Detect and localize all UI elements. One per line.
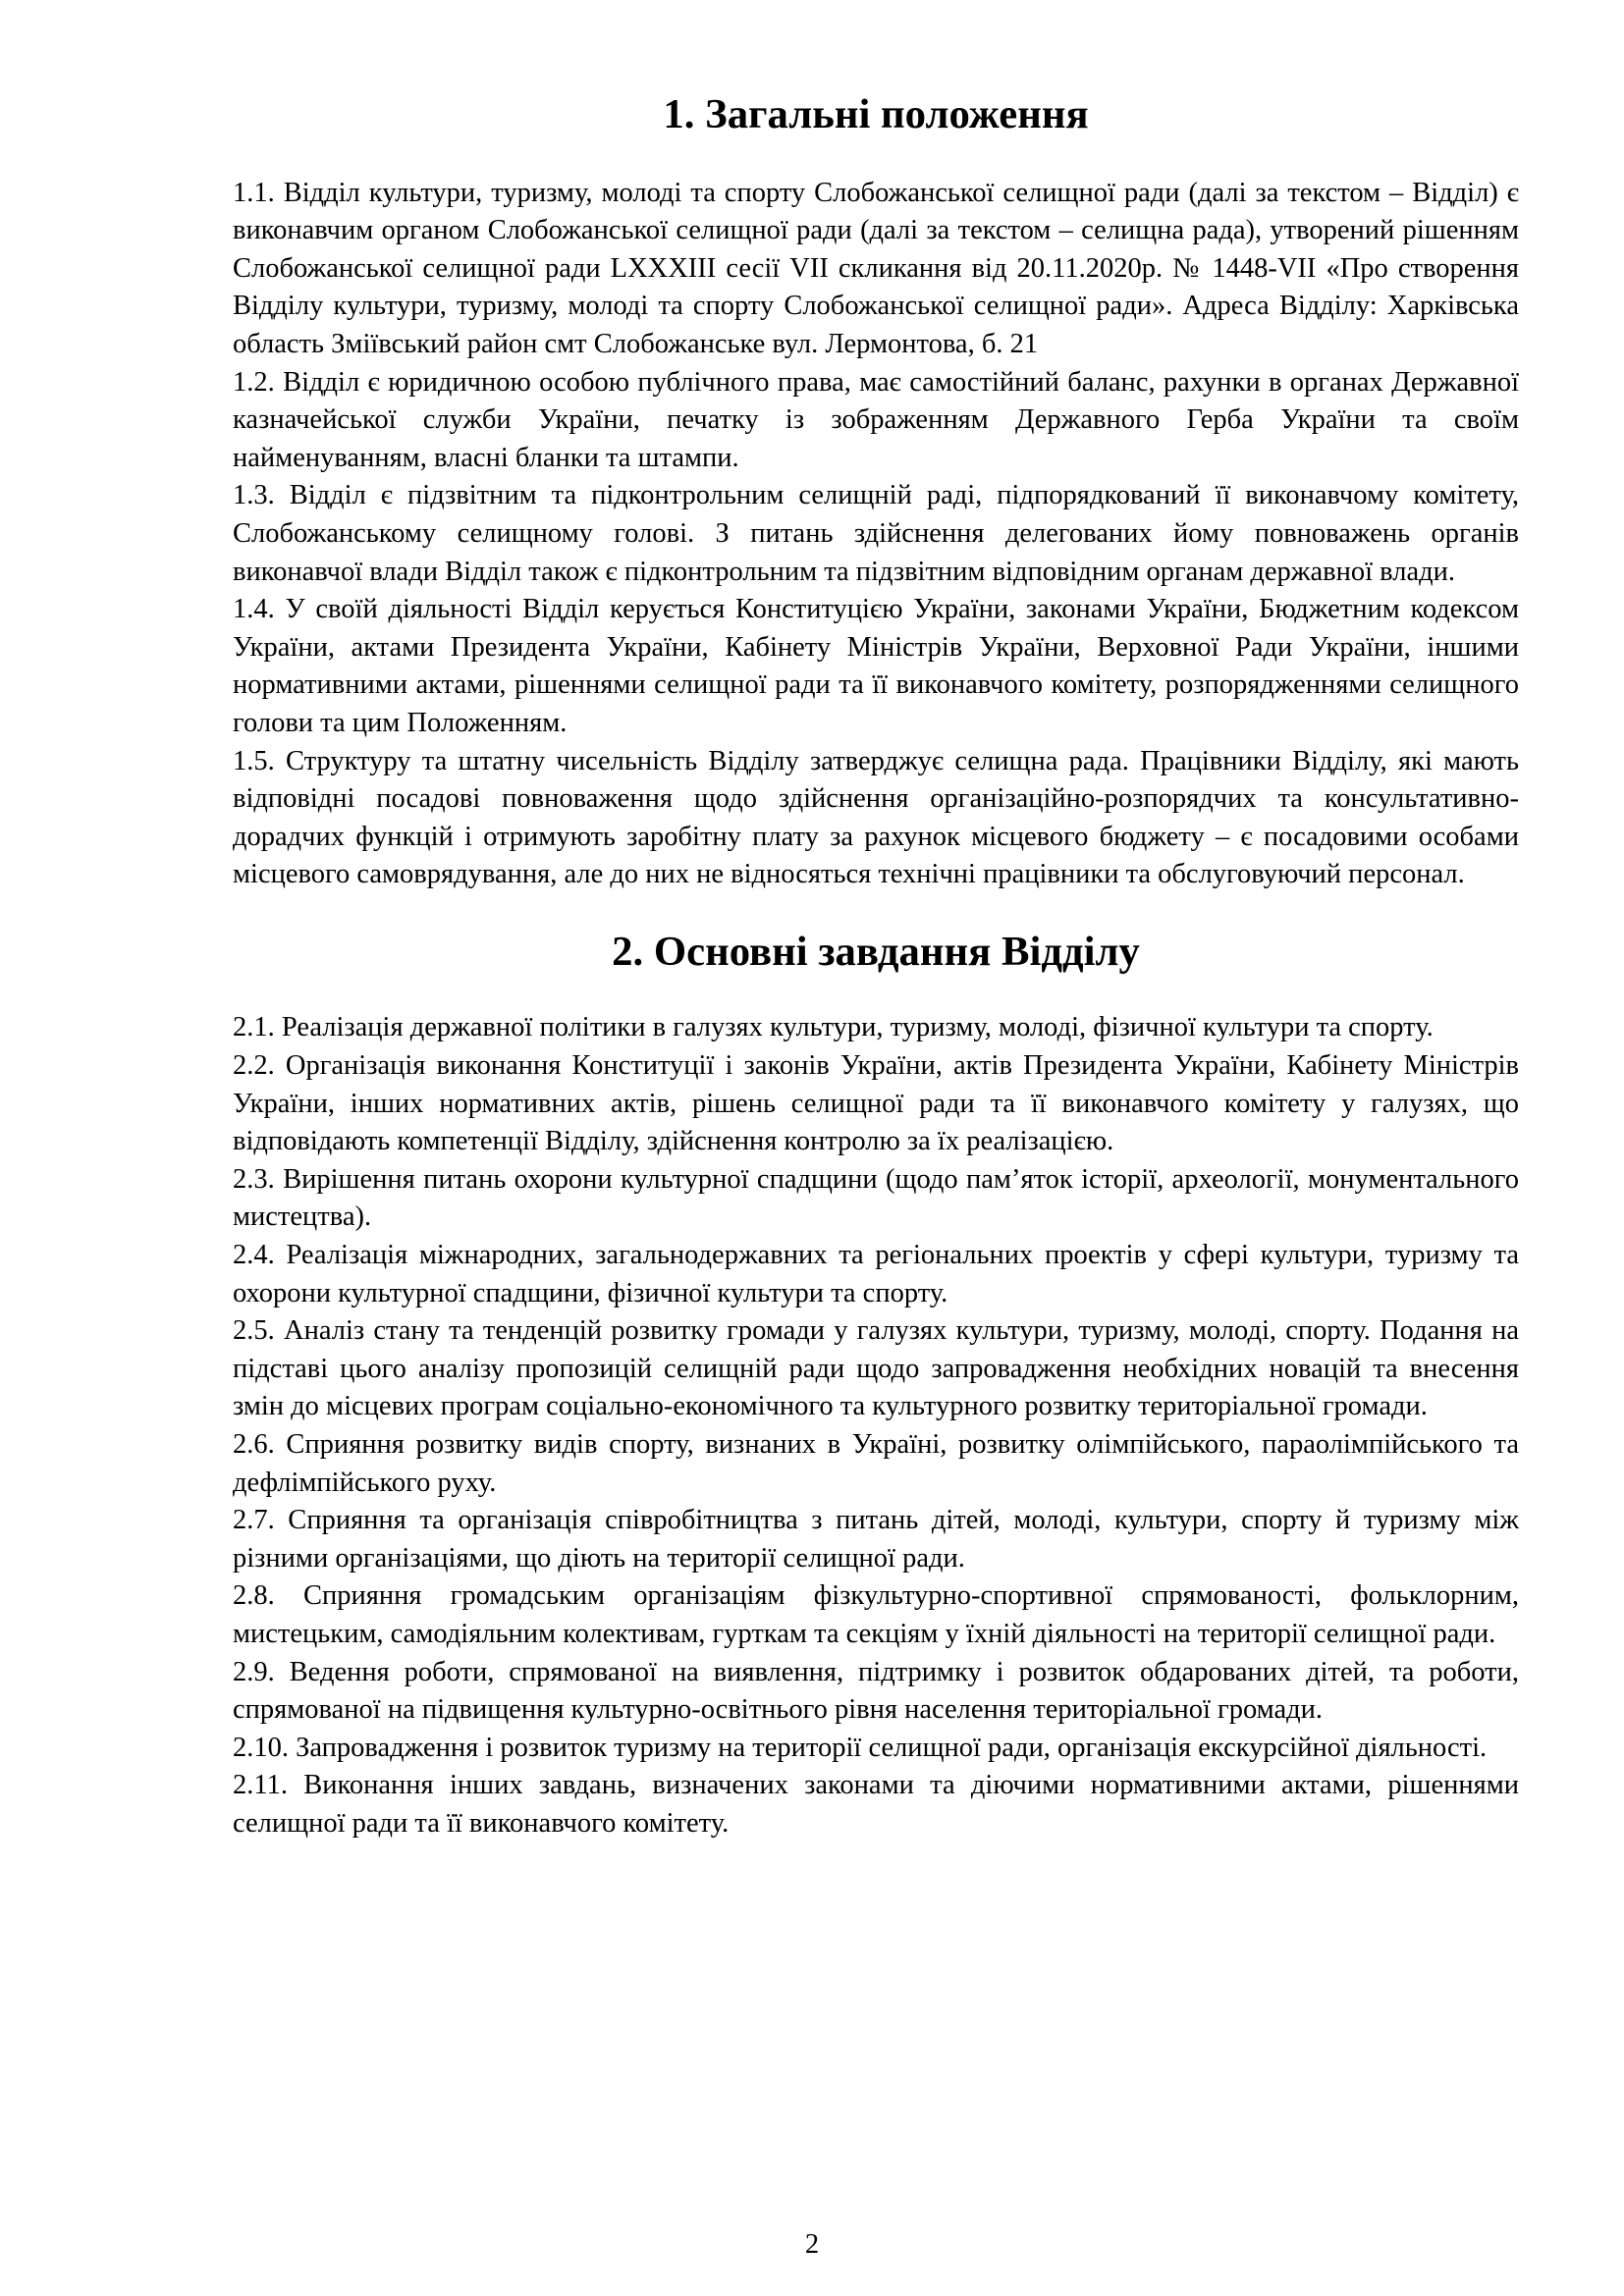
paragraph-2-11: 2.11. Виконання інших завдань, визначених законами та діючими нормативними актами, рішеннями селищної ради та її виконавчого комітету. <box>233 1770 1519 1839</box>
section-2-title: 2. Основні завдання Відділу <box>612 928 1140 975</box>
paragraph-2-9: 2.9. Ведення роботи, спрямованої на виявлення, підтримку і розвиток обдарованих дітей, та роботи, спрямованої на підвищення культурно-освітнього рівня населення територіальної громади. <box>233 1656 1519 1726</box>
paragraph-2-6: 2.6. Сприяння розвитку видів спорту, визнаних в Україні, розвитку олімпійського, параолімпійського та дефлімпійського руху. <box>233 1429 1519 1498</box>
section-1-title: 1. Загальні положення <box>663 91 1089 137</box>
paragraph-2-5: 2.5. Аналіз стану та тенденцій розвитку громади у галузях культури, туризму, молоді, спорту. Подання на підставі цього аналізу пропозицій селищній ради щодо запровадження необхідних новацій та внесення змін до місцевих програм соціально-економічного та культурного розвитку територіальної громади. <box>233 1315 1519 1422</box>
paragraph-1-3: 1.3. Відділ є підзвітним та підконтрольним селищній раді, підпорядкований її виконавчому комітету, Слобожанському селищному голові. З питань здійснення делегованих йому повноважень органів виконавчої влади Відділ також є підконтрольним та підзвітним відповідним органам державної влади. <box>233 480 1519 587</box>
paragraph-1-1: 1.1. Відділ культури, туризму, молоді та спорту Слобожанської селищної ради (далі за текстом – Відділ) є виконавчим органом Слобожанської селищної ради (далі за текстом – селищна рада), утворений рішенням Слобожанської селищної ради LXXXIII сесії VII скликання від 20.11.2020р. № 1448-VII «Про створення Відділу культури, туризму, молоді та спорту Слобожанської селищної ради». Адреса Відділу: Харківська область Зміївський район смт Слобожанське вул. Лермонтова, б. 21 <box>233 177 1519 359</box>
page-content <box>233 91 1519 1843</box>
paragraph-1-5: 1.5. Структуру та штатну чисельність Відділу затверджує селищна рада. Працівники Відділу, які мають відповідні посадові повноваження щодо здійснення організаційно-розпорядчих та консультативно-дорадчих функцій і отримують заробітну плату за рахунок місцевого бюджету – є посадовими особами місцевого самоврядування, але до них не відносяться технічні працівники та обслуговуючий персонал. <box>233 745 1519 890</box>
paragraph-2-10: 2.10. Запровадження і розвиток туризму на території селищної ради, організація екскурсійної діяльності. <box>233 1732 1488 1763</box>
paragraph-2-8: 2.8. Сприяння громадським організаціям фізкультурно-спортивної спрямованості, фольклорним, мистецьким, самодіяльним колективам, гурткам та секціям у їхній діяльності на території селищної ради. <box>233 1580 1519 1649</box>
paragraph-1-4: 1.4. У своїй діяльності Відділ керується Конституцією України, законами України, Бюджетним кодексом України, актами Президента України, Кабінету Міністрів України, Верховної Ради України, іншими нормативними актами, рішеннями селищної ради та її виконавчого комітету, розпорядженнями селищного голови та цим Положенням. <box>233 594 1519 738</box>
paragraph-1-2: 1.2. Відділ є юридичною особою публічного права, має самостійний баланс, рахунки в органах Державної казначейської служби України, печатку із зображенням Державного Герба України та своїм найменуванням, власні бланки та штампи. <box>233 366 1519 473</box>
paragraph-2-3: 2.3. Вирішення питань охорони культурної спадщини (щодо пам’яток історії, археології, монументального мистецтва). <box>233 1163 1519 1233</box>
page-number: 2 <box>804 2229 820 2260</box>
paragraph-2-1: 2.1. Реалізація державної політики в галузях культури, туризму, молоді, фізичної культури та спорту. <box>233 1012 1434 1043</box>
paragraph-2-7: 2.7. Сприяння та організація співробітництва з питань дітей, молоді, культури, спорту й туризму між різними організаціями, що діють на території селищної ради. <box>233 1505 1519 1574</box>
paragraph-2-4: 2.4. Реалізація міжнародних, загальнодержавних та регіональних проектів у сфері культури, туризму та охорони культурної спадщини, фізичної культури та спорту. <box>233 1240 1519 1308</box>
paragraph-2-2: 2.2. Організація виконання Конституції і законів України, актів Президента України, Кабінету Міністрів України, інших нормативних актів, рішень селищної ради та її виконавчого комітету у галузях, що відповідають компетенції Відділу, здійснення контролю за їх реалізацією. <box>233 1050 1519 1157</box>
